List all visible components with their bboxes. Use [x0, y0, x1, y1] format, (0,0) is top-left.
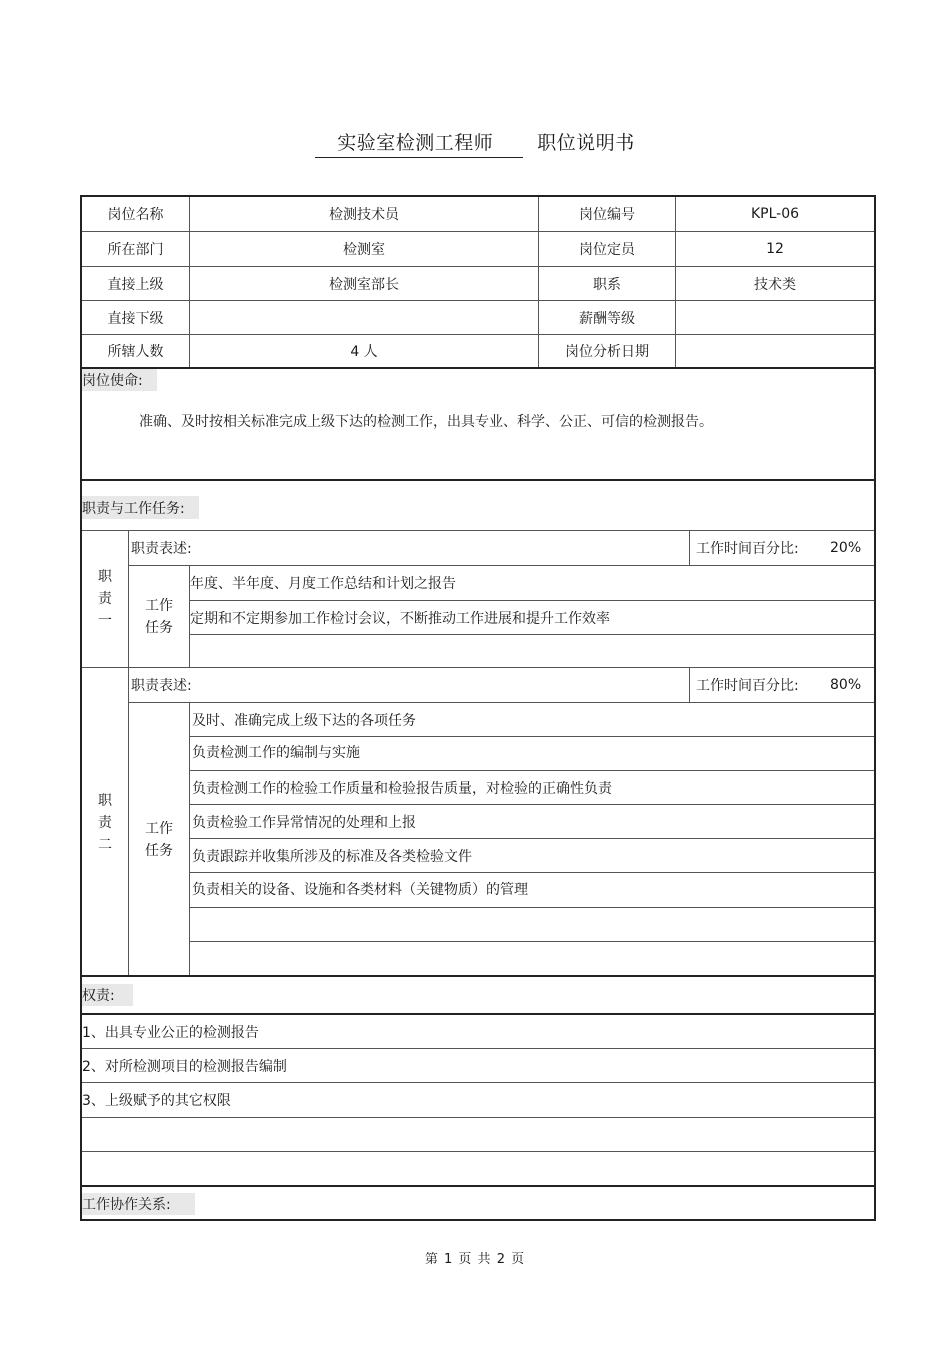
mission-section: [80, 367, 876, 481]
value-cell: 4 人: [189, 335, 538, 367]
label-cell: 薪酬等级: [538, 301, 675, 334]
table-row: [82, 334, 874, 367]
mission-label: 岗位使命:: [82, 369, 157, 391]
table-row: [82, 197, 874, 231]
value-cell: 检测技术员: [189, 197, 538, 231]
task-row: 负责检测工作的检验工作质量和检验报告质量，对检验的正确性负责: [190, 770, 874, 804]
task-row: 负责相关的设备、设施和各类材料（关键物质）的管理: [190, 872, 874, 907]
label-cell: 直接下级: [107, 310, 164, 327]
label-cell: 岗位编号: [538, 197, 675, 231]
label-cell: 所在部门: [107, 242, 164, 258]
basic-info-table: [80, 195, 876, 369]
duty-one-desc-row: [129, 531, 874, 565]
value-cell: 技术类: [675, 267, 874, 300]
value-cell: KPL-06: [675, 197, 874, 231]
duty-one-block: [82, 530, 874, 667]
value-cell: [189, 301, 538, 334]
cooperation-label: 工作协作关系:: [82, 1193, 195, 1215]
mission-text: 准确、及时按相关标准完成上级下达的检测工作，出具专业、科学、公正、可信的检测报告。: [139, 414, 713, 430]
authority-row: 2、对所检测项目的检测报告编制: [82, 1048, 874, 1082]
task-row: [190, 634, 874, 669]
label-cell: 所辖人数: [107, 344, 164, 360]
title-suffix: 职位说明书: [537, 132, 635, 154]
time-percent-label: 工作时间百分比:: [696, 541, 799, 557]
time-percent-value: 80%: [830, 677, 862, 693]
label-cell: 直接上级: [107, 276, 164, 293]
title-position: 实验室检测工程师: [315, 128, 523, 158]
task-row: [190, 941, 874, 977]
value-cell: [675, 301, 874, 334]
task-row: 定期和不定期参加工作检讨会议，不断推动工作进展和提升工作效率: [190, 600, 874, 634]
task-label: 工作 任务: [145, 821, 173, 859]
duty-desc-label: 职责表述:: [131, 678, 192, 694]
task-row: [190, 907, 874, 941]
time-percent-value: 20%: [830, 540, 862, 556]
cooperation-section: [80, 1185, 876, 1221]
table-row: [82, 266, 874, 300]
page-title: [0, 128, 950, 158]
task-row: 负责检测工作的编制与实施: [190, 736, 874, 770]
duty-two-name: 职 责 二: [98, 792, 112, 853]
table-row: [82, 300, 874, 334]
duty-one-name: 职 责 一: [98, 569, 112, 629]
label-cell: 岗位分析日期: [538, 335, 675, 367]
value-cell: 检测室部长: [189, 267, 538, 300]
duty-desc-label: 职责表述:: [131, 541, 192, 557]
authority-section: [80, 975, 876, 1187]
value-cell: 检测室: [189, 232, 538, 266]
task-row: 负责检验工作异常情况的处理和上报: [190, 804, 874, 838]
duty-two-desc-row: [129, 668, 874, 702]
duty-two-block: [82, 667, 874, 977]
authority-row: 1、出具专业公正的检测报告: [82, 1013, 874, 1048]
label-cell: 岗位定员: [538, 232, 675, 266]
label-cell: 岗位名称: [107, 207, 164, 223]
table-row: [82, 231, 874, 266]
authority-row: [82, 1151, 874, 1185]
task-label: 工作 任务: [145, 597, 173, 636]
task-row: 及时、准确完成上级下达的各项任务: [192, 712, 416, 729]
task-row: 负责跟踪并收集所涉及的标准及各类检验文件: [190, 838, 874, 872]
duties-section: [80, 479, 876, 977]
page-footer: 第 1 页 共 2 页: [424, 1252, 526, 1267]
label-cell: 职系: [538, 267, 675, 300]
value-cell: [675, 335, 874, 367]
value-cell: 12: [675, 232, 874, 266]
authority-label: 权责:: [82, 984, 133, 1006]
time-percent-label: 工作时间百分比:: [696, 678, 799, 694]
authority-row: [82, 1117, 874, 1151]
duties-label: 职责与工作任务:: [82, 496, 199, 519]
authority-row: 3、上级赋予的其它权限: [82, 1082, 874, 1117]
task-row: 年度、半年度、月度工作总结和计划之报告: [190, 576, 456, 592]
